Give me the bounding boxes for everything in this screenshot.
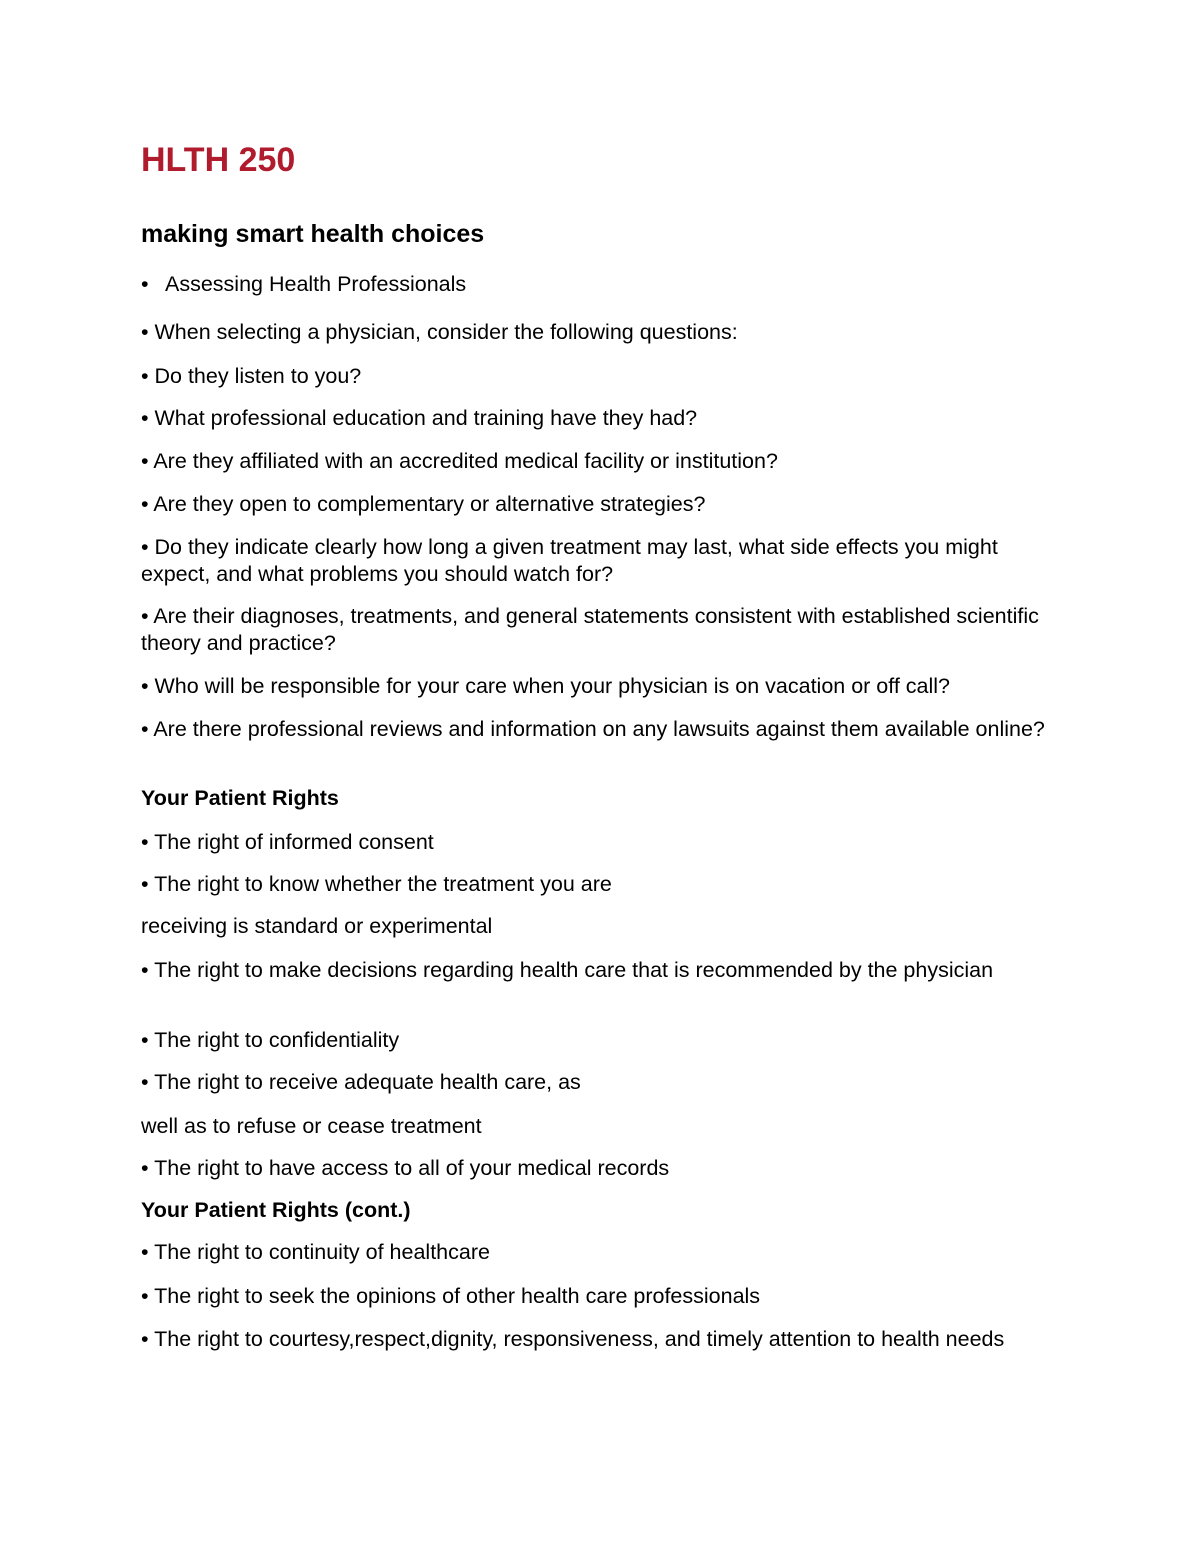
rights-item: • The right to know whether the treatment you are	[141, 872, 612, 896]
physician-item: • Do they listen to you?	[141, 364, 362, 388]
rights-heading: Your Patient Rights	[141, 786, 339, 810]
physician-item: • Are they open to complementary or alternative strategies?	[141, 492, 706, 516]
rights-item: well as to refuse or cease treatment	[141, 1114, 482, 1138]
bullet-symbol: •	[141, 272, 149, 296]
rights-item: receiving is standard or experimental	[141, 914, 493, 938]
document-title: HLTH 250	[141, 141, 296, 179]
physician-item: • Who will be responsible for your care when your physician is on vacation or off call?	[141, 674, 951, 698]
physician-item: • What professional education and training have they had?	[141, 406, 698, 430]
physician-item: • Are there professional reviews and information on any lawsuits against them available online?	[141, 717, 1045, 741]
rights-item: • The right to receive adequate health care, as	[141, 1070, 581, 1094]
rights-item: • The right to make decisions regarding health care that is recommended by the physician	[141, 958, 994, 982]
rights-cont-item: • The right to seek the opinions of other health care professionals	[141, 1284, 761, 1308]
rights-item: • The right to have access to all of your medical records	[141, 1156, 670, 1180]
section-intro-heading: Assessing Health Professionals	[165, 272, 467, 296]
physician-item: • When selecting a physician, consider the following questions:	[141, 320, 738, 344]
rights-cont-heading: Your Patient Rights (cont.)	[141, 1198, 411, 1222]
physician-item: • Are they affiliated with an accredited medical facility or institution?	[141, 449, 778, 473]
section-intro	[141, 271, 1061, 298]
rights-cont-item: • The right to continuity of healthcare	[141, 1240, 490, 1264]
document-subtitle: making smart health choices	[141, 220, 485, 248]
physician-item: • Are their diagnoses, treatments, and general statements consistent with established scientific theory and practice?	[141, 604, 1039, 655]
rights-item: • The right of informed consent	[141, 830, 434, 854]
rights-cont-item: • The right to courtesy,respect,dignity, responsiveness, and timely attention to health needs	[141, 1327, 1005, 1351]
physician-item: • Do they indicate clearly how long a given treatment may last, what side effects you might expect, and what problems you should watch for?	[141, 535, 998, 586]
rights-item: • The right to confidentiality	[141, 1028, 400, 1052]
